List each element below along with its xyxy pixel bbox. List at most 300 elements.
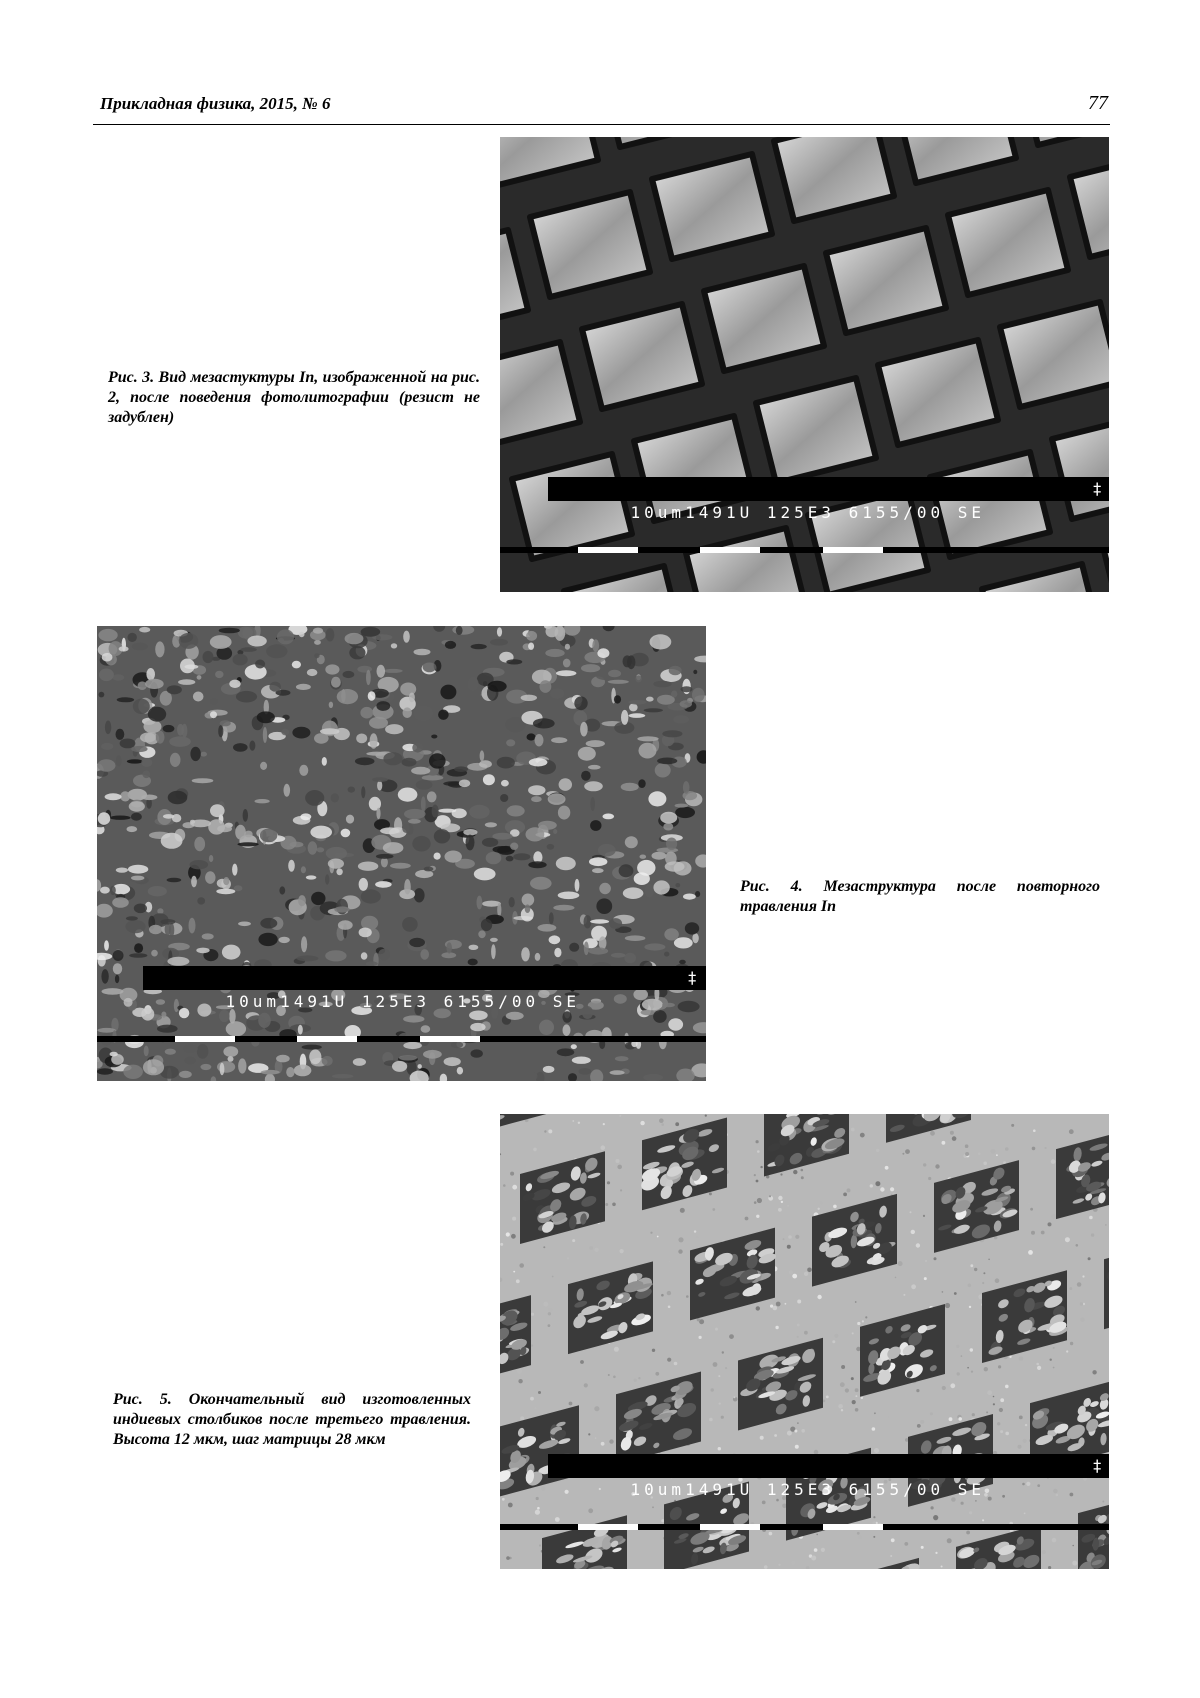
grain-shape [208, 819, 225, 834]
grain-shape [98, 812, 110, 825]
grain-shape [674, 937, 693, 948]
grain-shape [229, 680, 240, 688]
substrate-speck [1024, 1513, 1026, 1515]
grain-shape [144, 720, 162, 733]
substrate-speck [820, 1201, 823, 1204]
substrate-speck [987, 1390, 992, 1395]
grain-shape [349, 646, 365, 659]
grain-shape [446, 942, 452, 953]
substrate-speck [569, 1402, 573, 1406]
substrate-speck [588, 1433, 590, 1435]
substrate-speck [640, 1121, 644, 1125]
grain-shape [279, 886, 285, 894]
grain-shape [662, 1003, 675, 1008]
substrate-speck [982, 1282, 984, 1284]
grain-shape [653, 1010, 667, 1023]
substrate-speck [903, 1294, 905, 1296]
grain-shape [201, 1064, 212, 1070]
grain-shape [131, 813, 142, 821]
grain-shape [637, 736, 658, 741]
grain-shape [113, 963, 122, 974]
substrate-speck [788, 1235, 792, 1239]
grain-shape [288, 860, 295, 872]
substrate-speck [873, 1536, 875, 1538]
scale-segment [420, 1036, 480, 1042]
grain-shape [590, 919, 609, 923]
substrate-speck [787, 1205, 789, 1207]
grain-shape [633, 989, 648, 1000]
grain-shape [611, 953, 626, 958]
grain-shape [167, 685, 182, 694]
grain-shape [565, 644, 570, 650]
grain-shape [168, 791, 188, 805]
grain-shape [563, 1024, 571, 1036]
grain-shape [120, 791, 130, 801]
substrate-speck [801, 1169, 804, 1172]
substrate-speck [816, 1534, 818, 1536]
grain-shape [548, 793, 566, 805]
grain-shape [579, 1068, 592, 1075]
grain-shape [642, 999, 663, 1011]
grain-shape [151, 950, 158, 957]
substrate-speck [1070, 1493, 1074, 1497]
substrate-speck [993, 1396, 995, 1398]
substrate-speck [801, 1176, 804, 1179]
grain-shape [402, 917, 418, 932]
grain-shape [390, 863, 411, 869]
substrate-speck [865, 1316, 867, 1318]
substrate-speck [754, 1174, 756, 1176]
grain-shape [116, 868, 128, 873]
substrate-speck [998, 1365, 1001, 1368]
substrate-speck [967, 1367, 969, 1369]
grain-shape [145, 679, 164, 689]
substrate-speck [961, 1355, 963, 1357]
grain-shape [148, 707, 166, 722]
grain-shape [466, 835, 475, 851]
substrate-speck [1070, 1342, 1073, 1345]
grain-shape [608, 680, 629, 684]
substrate-speck [833, 1205, 837, 1209]
substrate-speck [785, 1303, 787, 1305]
grain-shape [141, 1007, 154, 1020]
substrate-speck [655, 1372, 659, 1376]
substrate-speck [856, 1395, 858, 1397]
substrate-speck [1089, 1216, 1093, 1220]
grain-shape [310, 826, 332, 839]
grain-shape [660, 812, 677, 824]
substrate-speck [725, 1367, 727, 1369]
grain-shape [222, 945, 241, 960]
grain-shape [146, 668, 155, 680]
substrate-speck [1042, 1550, 1046, 1554]
substrate-speck [512, 1185, 517, 1190]
grain-shape [592, 639, 599, 652]
grain-shape [320, 728, 339, 734]
substrate-speck [861, 1397, 863, 1399]
grain-shape [666, 838, 677, 850]
grain-shape [629, 703, 638, 711]
grain-shape [640, 855, 647, 859]
grain-shape [675, 807, 695, 818]
grain-shape [156, 731, 165, 744]
grain-shape [105, 793, 122, 800]
grain-shape [526, 827, 545, 841]
grain-shape [325, 874, 329, 884]
grain-shape [563, 659, 571, 668]
grain-shape [301, 866, 306, 873]
substrate-speck [1080, 1302, 1083, 1305]
figure-5-data-bar [548, 1454, 1109, 1499]
grain-shape [538, 924, 557, 932]
substrate-speck [997, 1422, 1000, 1425]
grain-shape [197, 1044, 209, 1059]
grain-shape [202, 933, 214, 939]
grain-shape [668, 1018, 683, 1030]
scale-segment [175, 1036, 235, 1042]
grain-shape [549, 935, 561, 944]
substrate-speck [594, 1406, 599, 1411]
substrate-speck [1005, 1432, 1009, 1436]
substrate-speck [1080, 1318, 1084, 1322]
grain-shape [685, 922, 699, 934]
grain-shape [238, 627, 253, 639]
grain-shape [331, 677, 341, 688]
substrate-speck [797, 1422, 799, 1424]
substrate-speck [580, 1360, 584, 1364]
substrate-speck [595, 1437, 597, 1439]
grain-shape [445, 851, 462, 863]
substrate-speck [760, 1436, 764, 1440]
substrate-speck [619, 1115, 621, 1117]
grain-shape [474, 868, 496, 881]
substrate-speck [1025, 1424, 1027, 1426]
substrate-speck [1028, 1202, 1030, 1204]
substrate-speck [910, 1211, 912, 1213]
substrate-speck [898, 1261, 903, 1266]
substrate-speck [965, 1144, 969, 1148]
substrate-speck [613, 1376, 616, 1379]
substrate-speck [612, 1203, 616, 1207]
grain-shape [124, 998, 133, 1007]
substrate-speck [543, 1302, 548, 1307]
substrate-speck [821, 1548, 825, 1552]
substrate-speck [818, 1208, 820, 1210]
grain-shape [627, 655, 635, 669]
substrate-speck [849, 1201, 851, 1203]
grain-shape [358, 862, 378, 871]
grain-shape [571, 1044, 577, 1049]
grain-shape [506, 739, 515, 746]
substrate-speck [769, 1532, 773, 1536]
substrate-speck [520, 1416, 524, 1420]
substrate-speck [603, 1123, 605, 1125]
grain-shape [490, 639, 508, 646]
substrate-speck [1053, 1489, 1058, 1494]
grain-shape [531, 796, 542, 802]
grain-shape [302, 1045, 322, 1050]
grain-shape [580, 722, 588, 737]
grain-shape [247, 636, 266, 647]
grain-shape [255, 799, 270, 803]
grain-shape [665, 861, 685, 871]
substrate-speck [797, 1324, 800, 1327]
grain-shape [492, 833, 512, 840]
substrate-speck [668, 1306, 671, 1309]
grain-shape [589, 857, 607, 866]
grain-shape [156, 999, 165, 1005]
substrate-speck [920, 1420, 924, 1424]
grain-shape [409, 938, 425, 947]
grain-shape [648, 791, 666, 806]
substrate-speck [572, 1239, 575, 1242]
substrate-speck [995, 1278, 1000, 1283]
substrate-speck [594, 1248, 598, 1252]
grain-shape [588, 765, 601, 770]
grain-shape [545, 649, 564, 657]
grain-shape [420, 949, 429, 960]
grain-shape [695, 891, 700, 897]
substrate-speck [1066, 1350, 1068, 1352]
substrate-speck [847, 1188, 851, 1192]
substrate-speck [1072, 1545, 1074, 1547]
substrate-speck [954, 1292, 957, 1295]
substrate-speck [713, 1362, 718, 1367]
grain-shape [112, 674, 124, 680]
grain-shape [597, 648, 609, 658]
grain-shape [120, 739, 136, 749]
grain-shape [139, 627, 150, 633]
grain-shape [488, 681, 507, 692]
grain-shape [588, 947, 608, 954]
grain-shape [110, 886, 116, 895]
substrate-speck [978, 1152, 981, 1155]
substrate-speck [930, 1131, 935, 1136]
grain-shape [294, 1065, 312, 1077]
grain-shape [418, 1064, 422, 1069]
substrate-speck [974, 1268, 977, 1271]
substrate-speck [1032, 1147, 1036, 1151]
grain-shape [445, 641, 456, 649]
grain-shape [99, 669, 114, 682]
grain-shape [403, 1042, 422, 1049]
substrate-speck [817, 1295, 821, 1299]
substrate-speck [1091, 1233, 1094, 1236]
substrate-speck [928, 1177, 931, 1180]
grain-shape [260, 918, 277, 929]
substrate-speck [555, 1517, 560, 1522]
grain-shape [470, 1023, 485, 1031]
substrate-speck [1088, 1257, 1091, 1260]
substrate-speck [804, 1331, 808, 1335]
grain-shape [646, 697, 654, 702]
grain-shape [614, 695, 621, 703]
substrate-speck [874, 1412, 876, 1414]
grain-shape [210, 635, 232, 649]
scale-segment [823, 547, 883, 553]
grain-shape [528, 643, 534, 650]
grain-shape [131, 876, 144, 881]
grain-shape [412, 743, 423, 753]
substrate-speck [952, 1136, 957, 1141]
substrate-speck [757, 1198, 762, 1203]
grain-shape [210, 698, 218, 705]
grain-shape [683, 781, 690, 794]
substrate-speck [905, 1149, 910, 1154]
substrate-speck [852, 1400, 856, 1404]
grain-shape [375, 881, 392, 888]
grain-shape [249, 741, 255, 751]
grain-shape [592, 868, 604, 873]
grain-shape [675, 804, 688, 808]
grain-shape [403, 631, 410, 643]
substrate-speck [578, 1122, 580, 1124]
grain-shape [509, 897, 515, 907]
substrate-speck [614, 1347, 619, 1352]
substrate-speck [1102, 1501, 1104, 1503]
substrate-speck [789, 1270, 793, 1274]
figure-3-caption: Рис. 3. Вид мезастуктуры In, изображенной на рис. 2, после поведения фотолитографии (резист не задублен) [108, 369, 480, 426]
figure-5-scale-bar [500, 1524, 1109, 1530]
grain-shape [485, 822, 497, 827]
grain-shape [322, 757, 327, 766]
grain-shape [178, 679, 195, 685]
grain-shape [276, 1055, 290, 1063]
grain-shape [497, 757, 515, 769]
grain-shape [317, 847, 325, 852]
grain-shape [423, 662, 437, 673]
substrate-speck [930, 1412, 933, 1415]
figure-5-marker: ‡ [1092, 1456, 1102, 1475]
substrate-speck [1069, 1129, 1074, 1134]
grain-shape [326, 628, 335, 641]
substrate-speck [506, 1556, 510, 1560]
grain-shape [376, 808, 380, 820]
grain-shape [554, 948, 561, 958]
grain-shape [101, 743, 113, 750]
grain-shape [402, 758, 417, 767]
grain-shape [457, 1067, 463, 1075]
substrate-speck [1009, 1356, 1011, 1358]
grain-shape [480, 750, 485, 761]
grain-shape [683, 894, 696, 900]
grain-shape [301, 936, 307, 952]
substrate-speck [705, 1115, 707, 1117]
grain-shape [238, 922, 251, 927]
substrate-speck [584, 1383, 588, 1387]
substrate-speck [916, 1243, 920, 1247]
grain-shape [360, 707, 373, 719]
substrate-speck [1072, 1561, 1077, 1566]
substrate-speck [530, 1397, 534, 1401]
substrate-speck [667, 1358, 671, 1362]
grain-shape [345, 633, 364, 644]
grain-shape [635, 675, 642, 682]
grain-shape [471, 1049, 483, 1057]
grain-shape [311, 892, 325, 905]
grain-shape [549, 912, 554, 924]
grain-shape [527, 1072, 538, 1081]
grain-shape [479, 760, 492, 768]
figure-5-data-text: 10um1491U 125E3 6155/00 SE [630, 1480, 985, 1499]
substrate-speck [793, 1170, 797, 1174]
grain-shape [105, 721, 111, 735]
grain-shape [128, 633, 137, 642]
grain-shape [220, 720, 231, 726]
figure-3-sem-image [500, 137, 1109, 592]
grain-shape [134, 943, 143, 953]
grain-shape [348, 787, 355, 793]
substrate-speck [694, 1230, 696, 1232]
substrate-speck [890, 1187, 894, 1191]
substrate-speck [667, 1291, 671, 1295]
grain-shape [197, 897, 205, 904]
grain-shape [391, 643, 397, 648]
grain-shape [693, 670, 697, 674]
substrate-speck [712, 1208, 715, 1211]
grain-shape [409, 693, 415, 703]
figure-3-data-text: 10um1491U 125E3 6155/00 SE [630, 503, 985, 522]
grain-shape [240, 647, 256, 652]
substrate-speck [794, 1430, 797, 1433]
substrate-speck [845, 1388, 849, 1392]
substrate-speck [620, 1189, 622, 1191]
substrate-speck [902, 1153, 904, 1155]
grain-shape [481, 919, 492, 931]
substrate-speck [734, 1396, 736, 1398]
figure-5-caption: Рис. 5. Окончательный вид изготовленных индиевых столбиков после третьего травления. Высота 12 мкм, шаг матрицы 28 мкм [113, 1391, 471, 1448]
substrate-speck [601, 1442, 605, 1446]
grain-shape [559, 778, 572, 791]
grain-shape [127, 759, 143, 763]
grain-shape [134, 904, 147, 914]
grain-shape [463, 829, 477, 835]
substrate-speck [814, 1548, 818, 1552]
grain-shape [343, 671, 355, 678]
grain-shape [482, 838, 498, 847]
grain-shape [383, 669, 403, 673]
substrate-speck [804, 1272, 808, 1276]
grain-shape [190, 747, 200, 761]
substrate-speck [855, 1408, 859, 1412]
substrate-speck [538, 1391, 541, 1394]
grain-shape [297, 955, 319, 961]
grain-shape [490, 938, 498, 942]
grain-shape [141, 758, 152, 767]
grain-shape [623, 887, 644, 899]
substrate-speck [508, 1503, 513, 1508]
substrate-speck [792, 1274, 797, 1279]
grain-shape [226, 1021, 246, 1036]
grain-shape [553, 905, 574, 911]
substrate-speck [956, 1345, 959, 1348]
grain-shape [414, 706, 433, 722]
grain-shape [603, 814, 615, 820]
substrate-speck [652, 1349, 655, 1352]
substrate-speck [984, 1367, 988, 1371]
grain-shape [528, 861, 546, 868]
substrate-speck [1051, 1214, 1056, 1219]
grain-shape [581, 771, 591, 781]
substrate-speck [512, 1217, 516, 1221]
grain-shape [203, 651, 214, 663]
substrate-speck [531, 1344, 533, 1346]
substrate-speck [764, 1565, 768, 1569]
substrate-speck [536, 1497, 539, 1500]
grain-shape [359, 878, 368, 891]
grain-shape [368, 691, 376, 700]
grain-shape [190, 860, 209, 869]
